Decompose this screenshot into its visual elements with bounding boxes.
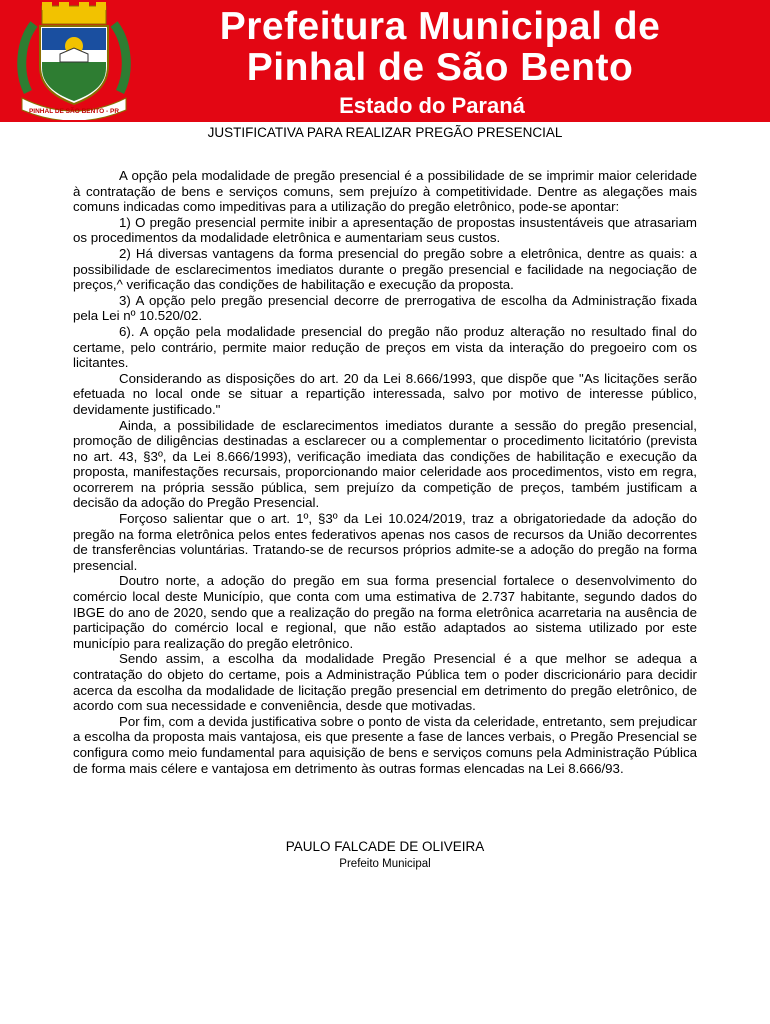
paragraph: Sendo assim, a escolha da modalidade Pregão Presencial é a que melhor se adequa a contratação do objeto do certame, pois a Administração Pública tem o poder discricionário para decidir acerca da escolha da modalidade de licitação pregão presencial em detrimento do pregão eletrônico, de acordo com sua necessidade e conveniência, desde que motivadas. [73,651,697,714]
paragraph: A opção pela modalidade de pregão presencial é a possibilidade de se imprimir maior celeridade à contratação de bens e serviços comuns, sem prejuízo à competitividade. Dentre as alegações mais comuns indicadas como impeditivas para a utilização do pregão eletrônico, pode-se apontar: [73,168,697,215]
paragraph: Considerando as disposições do art. 20 da Lei 8.666/1993, que dispõe que "As licitações serão efetuada no local onde se situar a repartição interessada, salvo por motivo de interesse público, devidamente justificado." [73,370,697,417]
emblem-ribbon-text: PINHAL DE SÃO BENTO - PR [28,108,120,115]
paragraph: Ainda, a possibilidade de esclarecimentos imediatos durante a sessão do pregão presencial, promoção de diligências destinadas a esclarecer ou a complementar o procedimento licitatório (prevista no art. 43, §3º, da Lei 8.666/1993), verificação imediata das condições de habilitação e execução da proposta, manifestações recursais, proporcionando maior celeridade aos procedimentos, visto em regra, ocorrerem na própria sessão pública, sem prejuízo da competição de preços, também justificam a decisão da adoção do Pregão Presencial. [73,417,697,511]
paragraph: 2) Há diversas vantagens da forma presencial do pregão sobre a eletrônica, dentre as quais: a possibilidade de esclarecimentos imediatos durante o pregão presencial e facilidade na negociação de preços,^ verificação das condições de habilitação e execução da proposta. [73,245,697,293]
paragraph: Por fim, com a devida justificativa sobre o ponto de vista da celeridade, entretanto, sem prejudicar a escolha da proposta mais vantajosa, eis que presente a fase de lances verbais, o Pregão Presencial se configura como meio fundamental para aquisição de bens e serviços comuns pela Administração Pública de forma mais célere e vantajosa em detrimento às outras formas elencadas na Lei 8.666/93. [73,713,697,776]
paragraph: Forçoso salientar que o art. 1º, §3º da Lei 10.024/2019, traz a obrigatoriedade da adoção do pregão na forma eletrônica pelos entes federativos apenas nos casos de recursos da União decorrentes de transferências voluntárias. Tratando-se de recursos próprios admite-se a adoção do pregão na forma presencial. [73,511,697,573]
state-name: Estado do Paraná [339,93,525,118]
paragraph: 1) O pregão presencial permite inibir a apresentação de propostas insustentáveis que atrasariam os procedimentos da modalidade eletrônica e aumentariam seus custos. [73,214,697,246]
paragraph: Doutro norte, a adoção do pregão em sua forma presencial fortalece o desenvolvimento do comércio local deste Município, que conta com uma estimativa de 2.737 habitante, segundo dados do IBGE do ano de 2020, sendo que a realização do pregão na forma eletrônica acarretaria na ausência de participação do comércio local e regional, que não estão adaptados ao sistema utilizado por este município para realização do pregão eletrônico. [73,573,697,651]
letterhead-banner [0,0,770,122]
municipal-coat-of-arms-icon [14,2,134,120]
signature-block [0,838,770,872]
document-title: JUSTIFICATIVA PARA REALIZAR PREGÃO PRESENCIAL [207,125,563,140]
paragraph: 6). A opção pela modalidade presencial do pregão não produz alteração no resultado final do certame, pelo contrário, permite maior redução de preços em vista da interação do pregoeiro com os licitantes. [73,323,697,371]
signatory-role: Prefeito Municipal [339,858,431,870]
document-body [73,168,697,776]
paragraph: 3) A opção pelo pregão presencial decorre de prerrogativa de escolha da Administração fixada pela Lei nº 10.520/02. [73,292,697,324]
signatory-name: PAULO FALCADE DE OLIVEIRA [285,839,485,854]
municipality-name: Prefeitura Municipal de Pinhal de São Bento [219,5,661,89]
